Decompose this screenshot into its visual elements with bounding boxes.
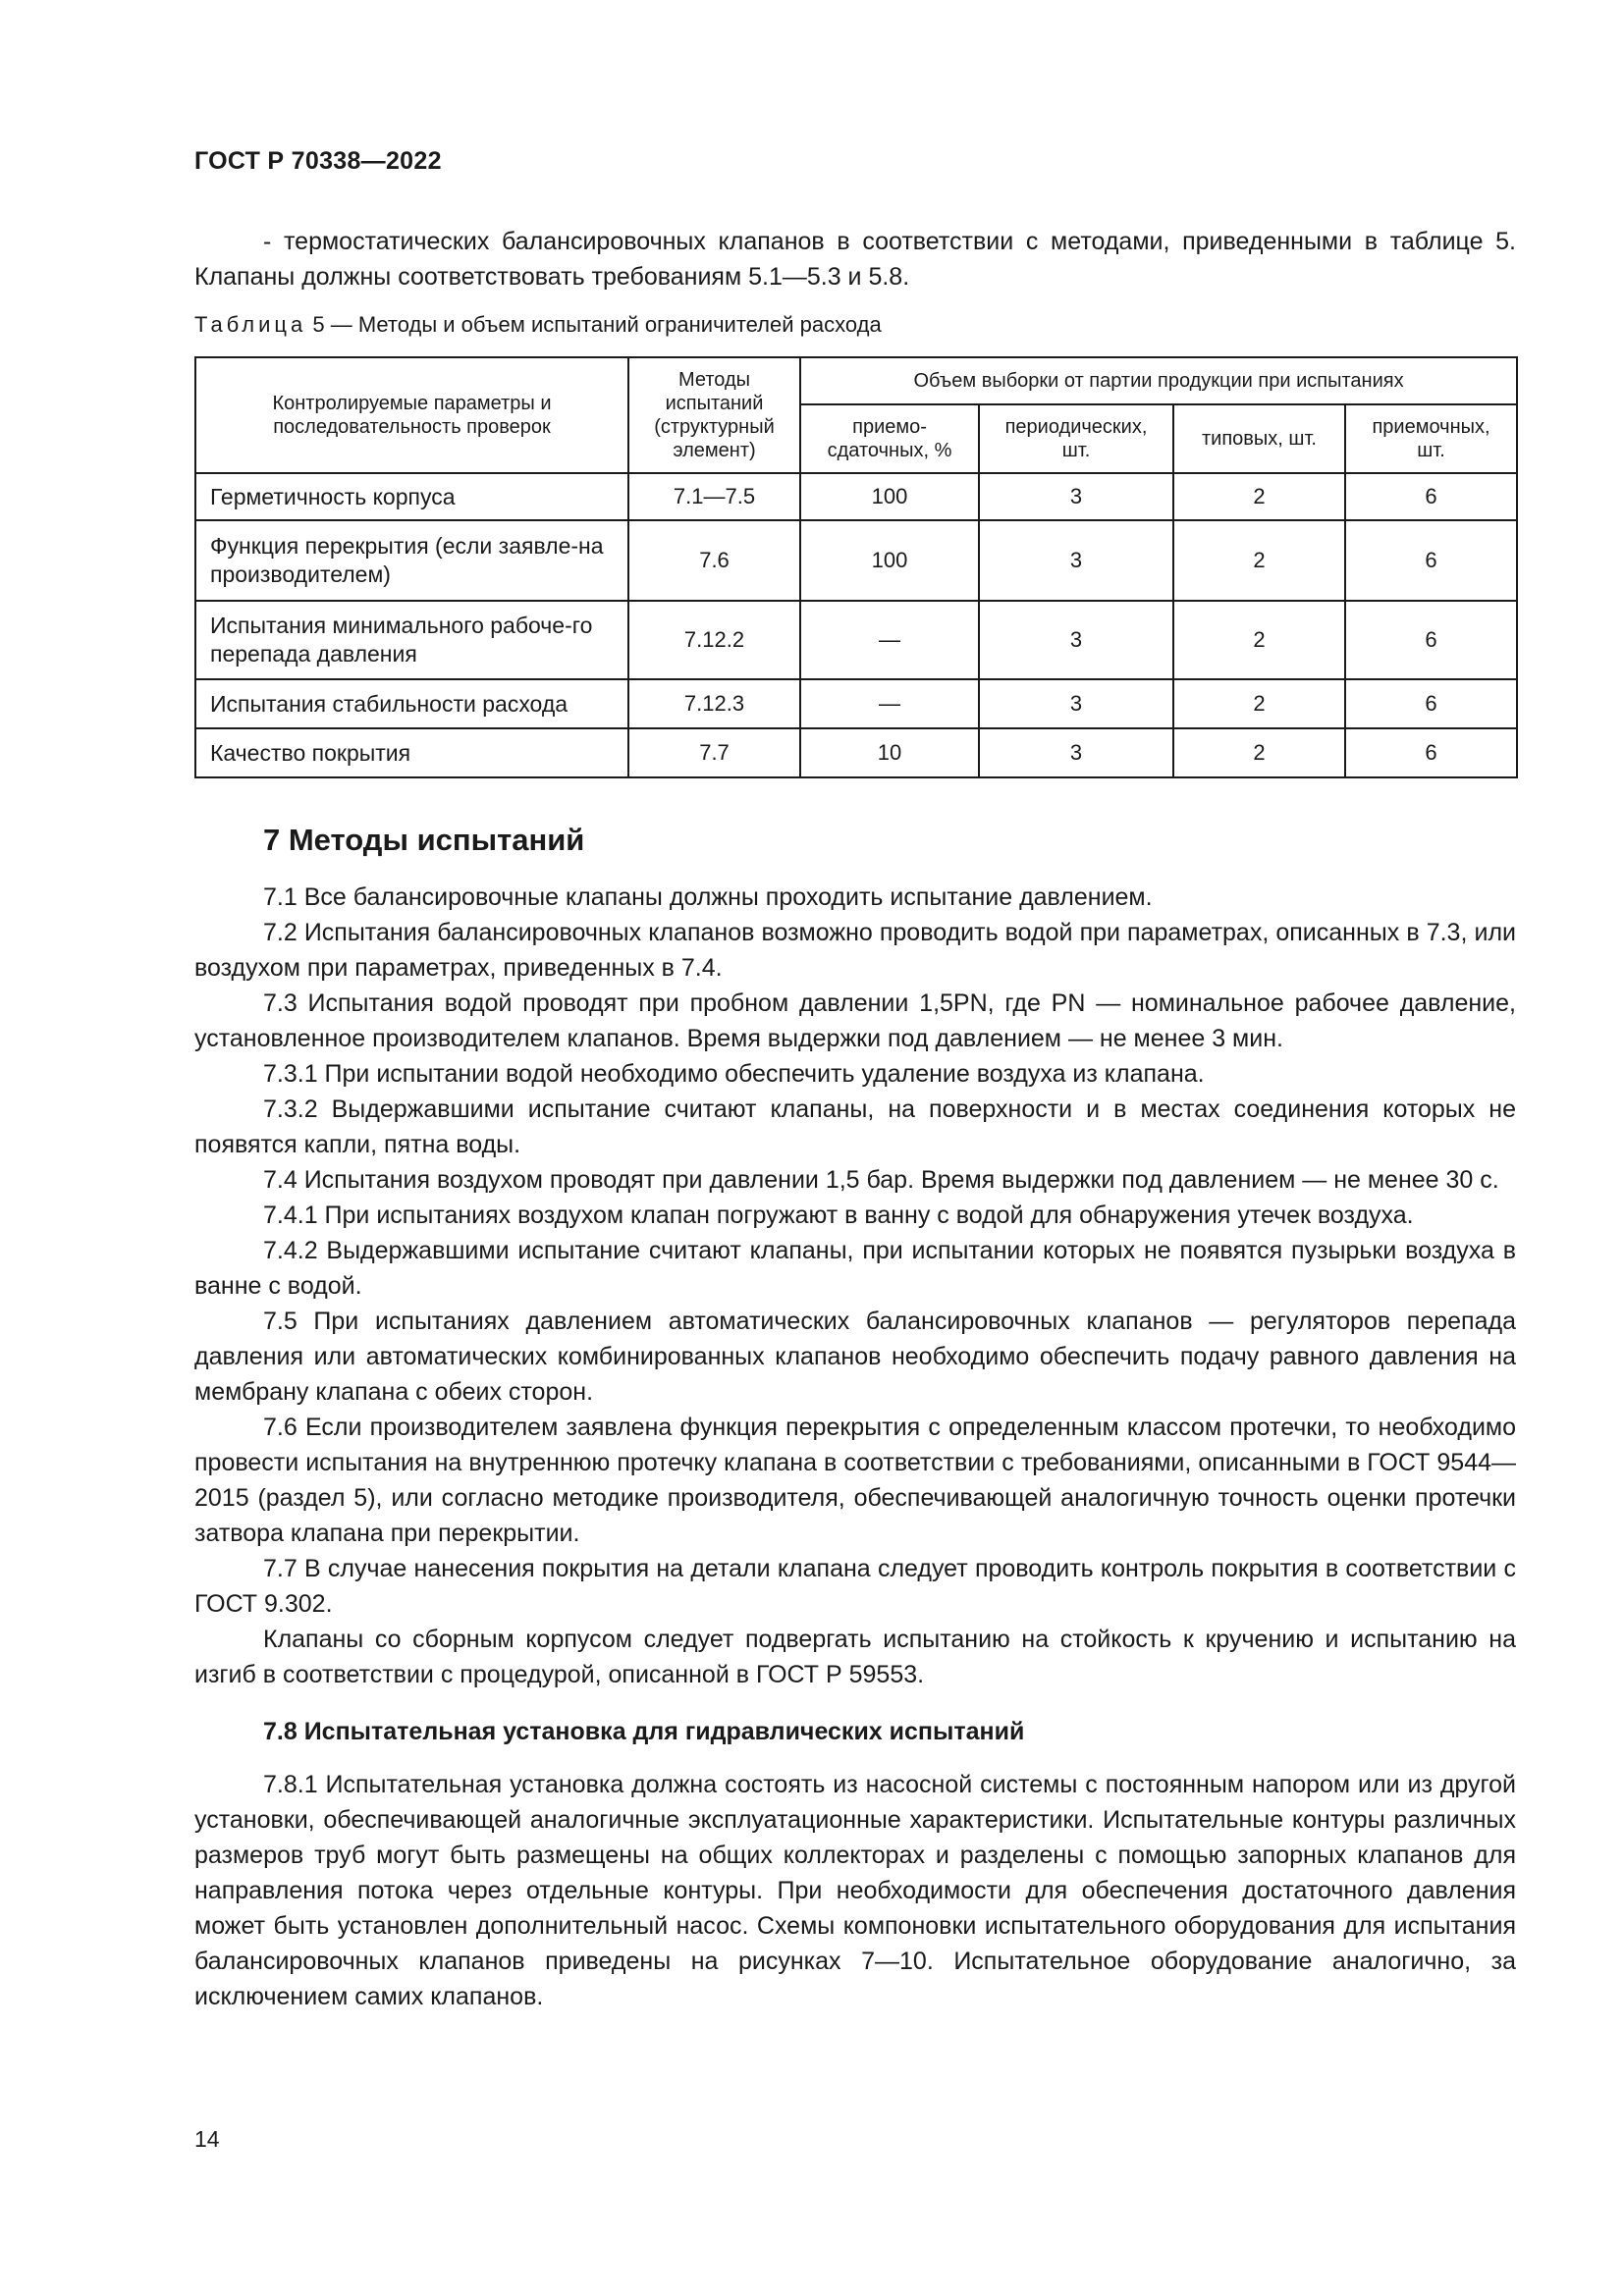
table-caption <box>194 312 882 338</box>
paragraph-assembled-body: Клапаны со сборным корпусом следует подвергать испытанию на стойкость к кручению и испытанию на изгиб в соответствии с процедурой, описанной в ГОСТ Р 59553. <box>194 1626 1516 1688</box>
paragraph-7-3-2: 7.3.2 Выдержавшими испытание считают клапаны, на поверхности и в местах соединения которых не появятся капли, пятна воды. <box>194 1095 1516 1158</box>
table-row <box>195 679 1517 728</box>
cell-method: 7.7 <box>628 728 800 777</box>
cell-type: 2 <box>1173 728 1345 777</box>
paragraph-7-1: 7.1 Все балансировочные клапаны должны проходить испытание давлением. <box>263 883 1153 911</box>
document-header: ГОСТ Р 70338—2022 <box>194 147 442 175</box>
table-row <box>195 520 1517 601</box>
cell-param: Функция перекрытия (если заявле-на производителем) <box>195 520 628 601</box>
cell-accept-pct: — <box>800 679 979 728</box>
cell-type: 2 <box>1173 679 1345 728</box>
header-acceptance: приемочных, шт. <box>1345 404 1517 473</box>
paragraph-7-3: 7.3 Испытания водой проводят при пробном давлении 1,5PN, где PN — номинальное рабочее давление, установленное производителем клапанов. Время выдержки под давлением — не менее 3 мин. <box>194 989 1516 1052</box>
cell-periodic: 3 <box>979 473 1173 520</box>
cell-periodic: 3 <box>979 601 1173 679</box>
table-caption-text: 5 — Методы и объем испытаний ограничителей расхода <box>306 312 882 337</box>
header-type: типовых, шт. <box>1173 404 1345 473</box>
header-sample-size: Объем выборки от партии продукции при испытаниях <box>800 357 1517 404</box>
paragraph-7-4-1: 7.4.1 При испытаниях воздухом клапан погружают в ванну с водой для обнаружения утечек воздуха. <box>263 1201 1414 1229</box>
header-accept-pct: приемо-сдаточных, % <box>800 404 979 473</box>
page-number: 14 <box>194 2126 220 2152</box>
cell-accept-pct: 10 <box>800 728 979 777</box>
paragraph-7-4: 7.4 Испытания воздухом проводят при давлении 1,5 бар. Время выдержки под давлением — не менее 30 с. <box>263 1166 1499 1194</box>
cell-accept-pct: 100 <box>800 520 979 601</box>
paragraph-7-5: 7.5 При испытаниях давлением автоматических балансировочных клапанов — регуляторов перепада давления или автоматических комбинированных клапанов необходимо обеспечить подачу равного давления на мембрану клапана с обеих сторон. <box>194 1308 1516 1406</box>
cell-periodic: 3 <box>979 679 1173 728</box>
paragraph-7-6: 7.6 Если производителем заявлена функция перекрытия с определенным классом протечки, то необходимо провести испытания на внутреннюю протечку клапана в соответствии с требованиями, описанными в ГОСТ 9544—2015 (раздел 5), или согласно методике производителя, обеспечивающей аналогичную точность оценки протечки затвора клапана при перекрытии. <box>194 1414 1516 1547</box>
section-body <box>194 880 1516 2014</box>
cell-method: 7.6 <box>628 520 800 601</box>
cell-method: 7.12.3 <box>628 679 800 728</box>
cell-type: 2 <box>1173 520 1345 601</box>
cell-param: Испытания минимального рабоче-го перепада давления <box>195 601 628 679</box>
methods-table-wrapper <box>194 356 1516 778</box>
cell-acceptance: 6 <box>1345 728 1517 777</box>
header-periodic: периодических, шт. <box>979 404 1173 473</box>
table-caption-label: Таблица <box>194 312 307 337</box>
cell-param: Герметичность корпуса <box>195 473 628 520</box>
table-row <box>195 601 1517 679</box>
paragraph-7-7: 7.7 В случае нанесения покрытия на детали клапана следует проводить контроль покрытия в соответствии с ГОСТ 9.302. <box>194 1555 1516 1618</box>
cell-periodic: 3 <box>979 728 1173 777</box>
cell-method: 7.12.2 <box>628 601 800 679</box>
cell-method: 7.1—7.5 <box>628 473 800 520</box>
paragraph-7-3-1: 7.3.1 При испытании водой необходимо обеспечить удаление воздуха из клапана. <box>263 1060 1205 1088</box>
methods-table <box>194 356 1518 778</box>
cell-acceptance: 6 <box>1345 473 1517 520</box>
cell-param: Качество покрытия <box>195 728 628 777</box>
cell-type: 2 <box>1173 473 1345 520</box>
cell-param: Испытания стабильности расхода <box>195 679 628 728</box>
intro-paragraph: - термостатических балансировочных клапанов в соответствии с методами, приведенными в таблице 5. Клапаны должны соответствовать требованиям 5.1—5.3 и 5.8. <box>194 228 1516 291</box>
cell-periodic: 3 <box>979 520 1173 601</box>
subsection-title: 7.8 Испытательная установка для гидравлических испытаний <box>263 1718 1025 1745</box>
cell-acceptance: 6 <box>1345 679 1517 728</box>
paragraph-7-2: 7.2 Испытания балансировочных клапанов возможно проводить водой при параметрах, описанных в 7.3, или воздухом при параметрах, приведенных в 7.4. <box>194 919 1516 982</box>
header-methods: Методы испытаний (структурный элемент) <box>628 357 800 473</box>
cell-type: 2 <box>1173 601 1345 679</box>
table-row <box>195 473 1517 520</box>
cell-acceptance: 6 <box>1345 520 1517 601</box>
cell-accept-pct: — <box>800 601 979 679</box>
paragraph-7-4-2: 7.4.2 Выдержавшими испытание считают клапаны, при испытании которых не появятся пузырьки воздуха в ванне с водой. <box>194 1237 1516 1300</box>
cell-accept-pct: 100 <box>800 473 979 520</box>
cell-acceptance: 6 <box>1345 601 1517 679</box>
paragraph-7-8-1: 7.8.1 Испытательная установка должна состоять из насосной системы с постоянным напором или из другой установки, обеспечивающей аналогичные эксплуатационные характеристики. Испытательные контуры различных размеров труб могут быть размещены на общих коллекторах и разделены с помощью запорных клапанов для направления потока через отдельные контуры. При необходимости для обеспечения достаточного давления может быть установлен дополнительный насос. Схемы компоновки испытательного оборудования для испытания балансировочных клапанов приведены на рисунках 7—10. Испытательное оборудование аналогично, за исключением самих клапанов. <box>194 1771 1516 2010</box>
table-row <box>195 728 1517 777</box>
section-title: 7 Методы испытаний <box>263 823 585 857</box>
header-params: Контролируемые параметры и последовательность проверок <box>195 357 628 473</box>
